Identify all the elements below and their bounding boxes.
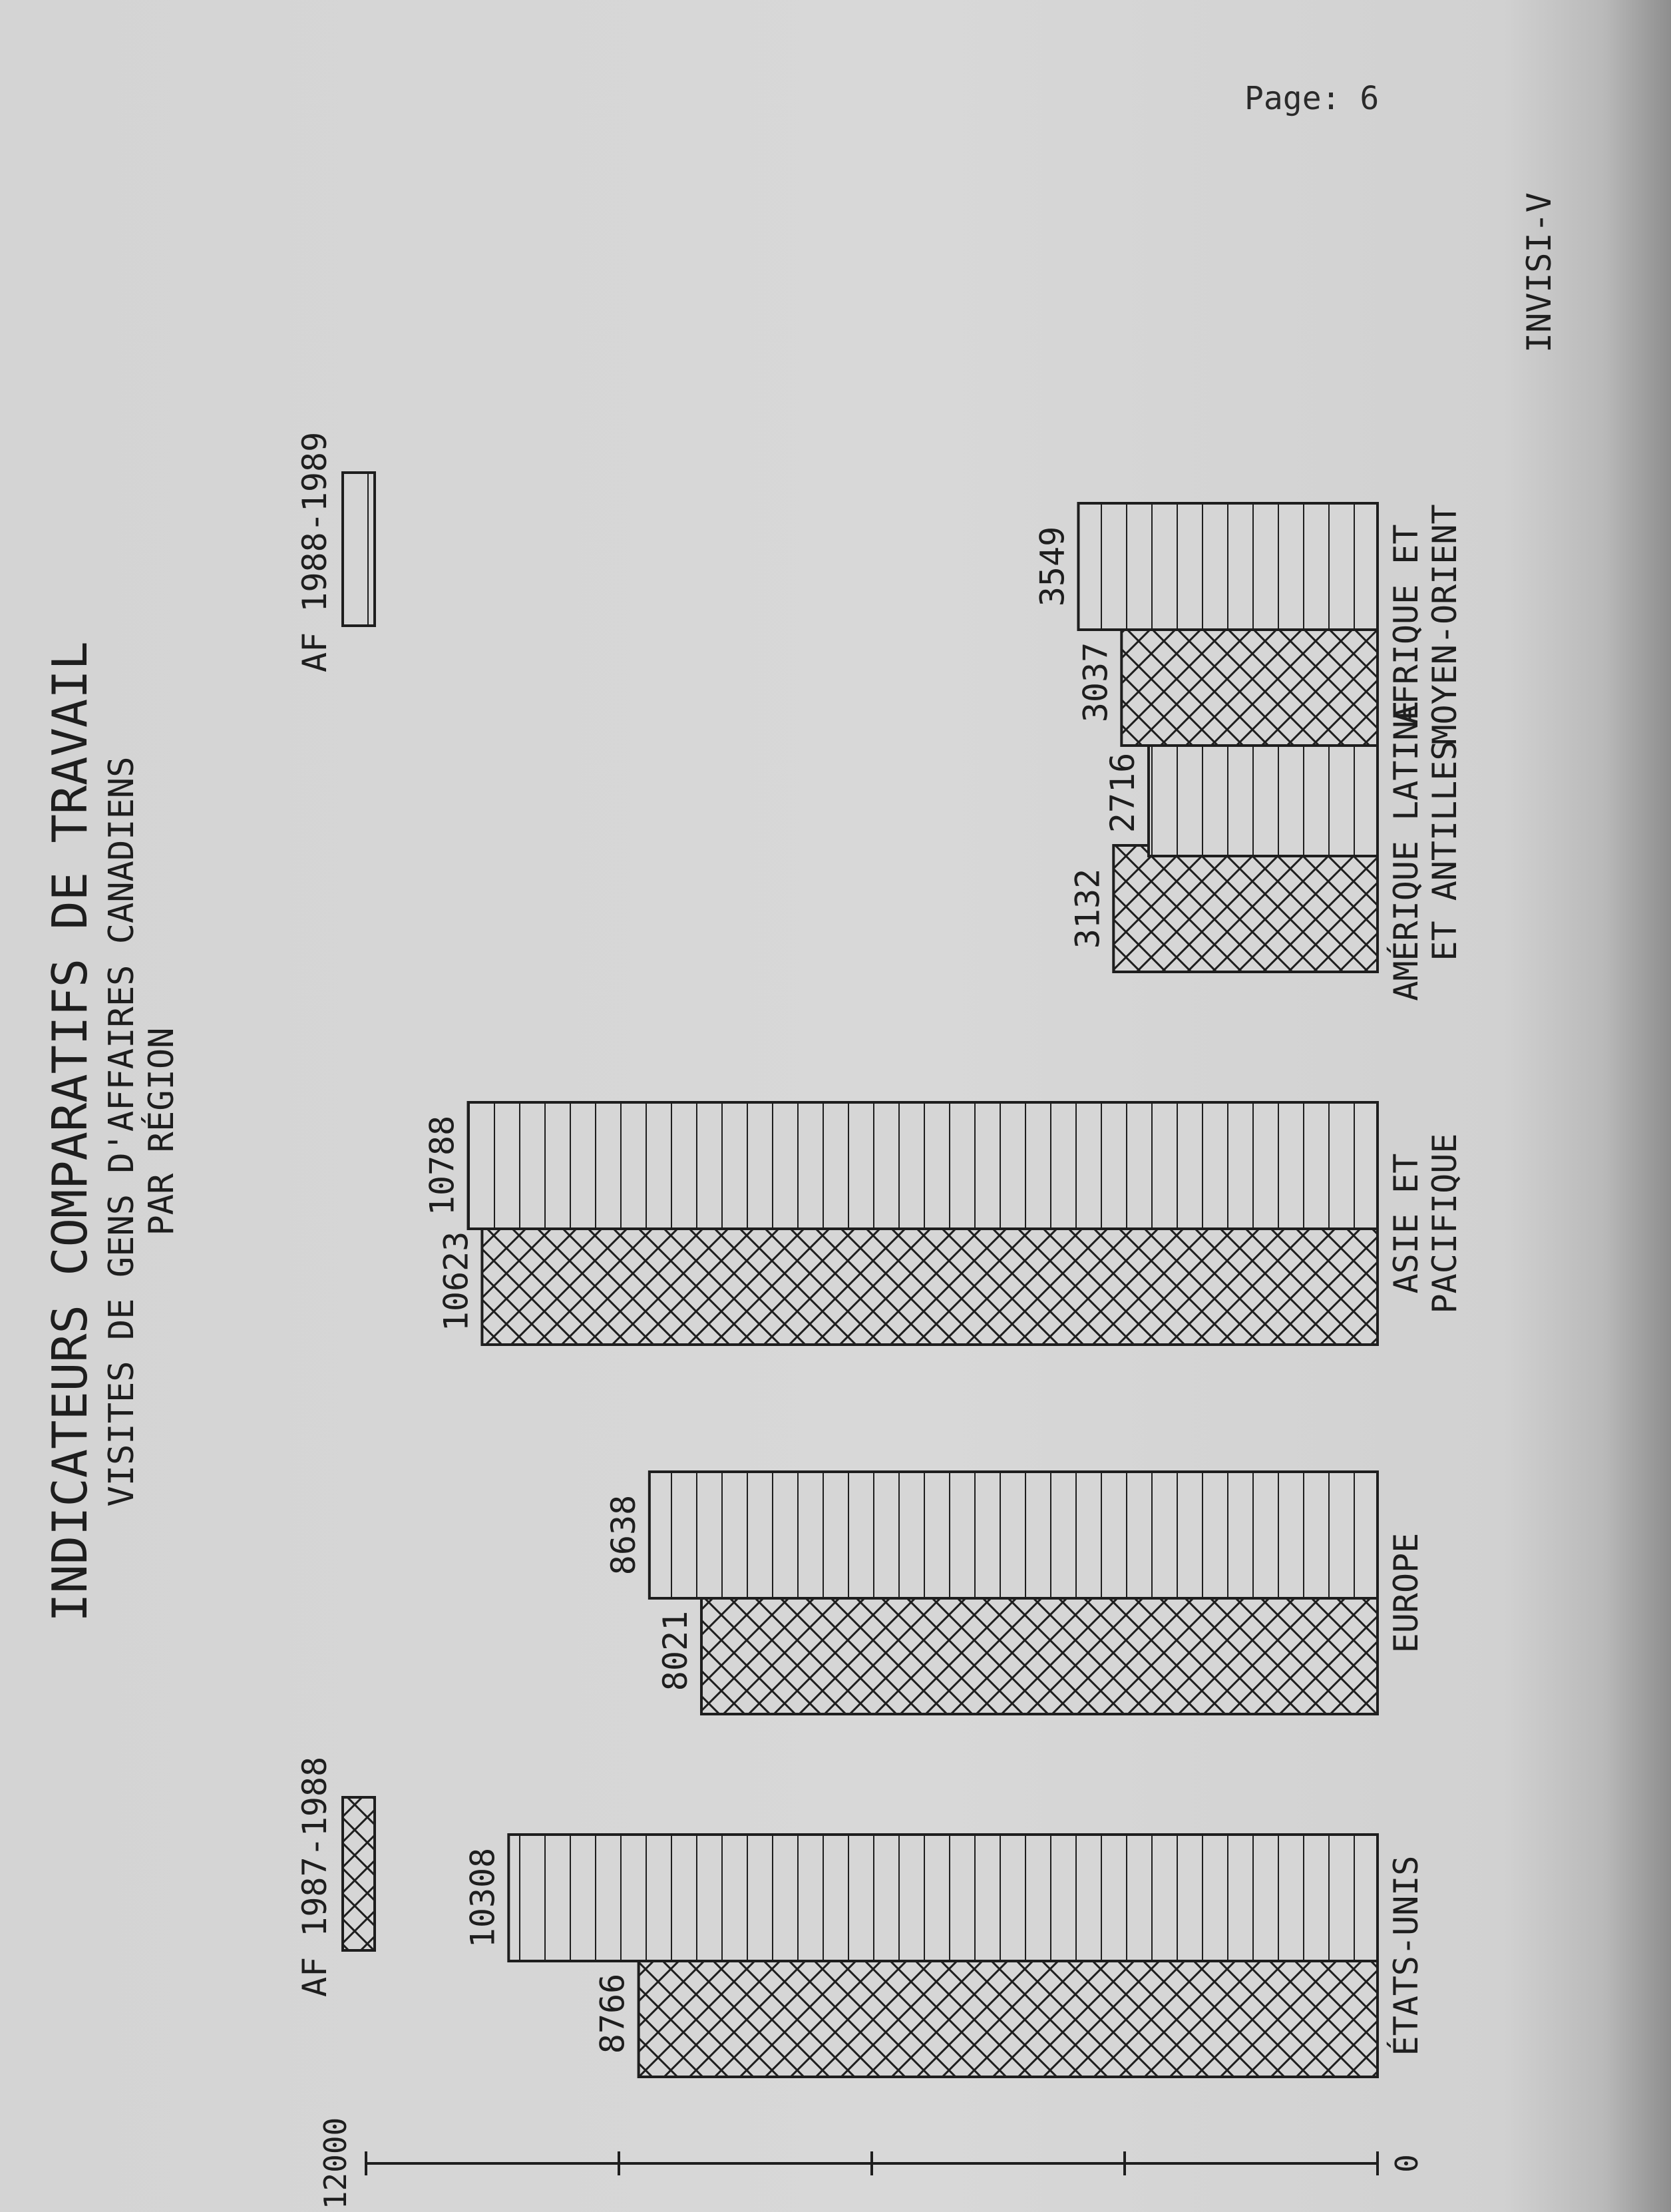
bar-value-label: 8766	[593, 1973, 632, 2054]
category-label: ET ANTILLES	[1425, 740, 1464, 961]
bar-value-label: 10308	[463, 1847, 502, 1948]
bar	[468, 1102, 1378, 1229]
legend-swatch	[343, 473, 375, 626]
category-label: MOYEN-ORIENT	[1425, 504, 1464, 745]
chart-title: INDICATEURS COMPARATIFS DE TRAVAIL	[42, 641, 98, 1622]
bar-value-label: 2716	[1103, 752, 1142, 833]
chart-subtitle-line2: PAR RÉGION	[142, 1027, 182, 1236]
category-label: AMÉRIQUE LATINE	[1387, 700, 1425, 1001]
bar	[482, 1218, 1378, 1345]
y-tick-label: 12000	[317, 2117, 353, 2210]
bar	[650, 1472, 1378, 1598]
bar-value-label: 8638	[604, 1494, 643, 1576]
category-label: AFRIQUE ET	[1387, 524, 1425, 725]
footer-code: INVISI-V	[1520, 192, 1559, 353]
y-tick-label: 0	[1389, 2154, 1425, 2173]
bar-value-label: 3132	[1068, 868, 1107, 949]
bar	[639, 1950, 1378, 2077]
legend-label: AF 1987-1988	[295, 1756, 334, 1997]
legend-label: AF 1988-1989	[295, 431, 334, 672]
chart-subtitle: VISITES DE GENS D'AFFAIRES CANADIENS	[102, 756, 142, 1507]
bar-value-label: 3037	[1076, 642, 1115, 723]
legend-swatch	[343, 1797, 375, 1950]
bar	[1078, 503, 1378, 630]
category-label: ASIE ET	[1387, 1153, 1425, 1294]
bar	[1113, 845, 1378, 972]
bar	[1149, 730, 1378, 856]
bar-value-label: 8021	[656, 1610, 695, 1691]
page-number: Page: 6	[1244, 80, 1380, 117]
category-label: ÉTATS-UNIS	[1387, 1855, 1425, 2056]
bar	[1121, 619, 1378, 746]
bar-value-label: 10788	[423, 1115, 462, 1216]
bar-value-label: 3549	[1033, 526, 1072, 607]
bar	[508, 1835, 1378, 1961]
bar	[701, 1588, 1378, 1714]
bar-value-label: 10623	[437, 1231, 476, 1332]
category-label: EUROPE	[1387, 1532, 1425, 1654]
category-label: PACIFIQUE	[1425, 1133, 1464, 1314]
